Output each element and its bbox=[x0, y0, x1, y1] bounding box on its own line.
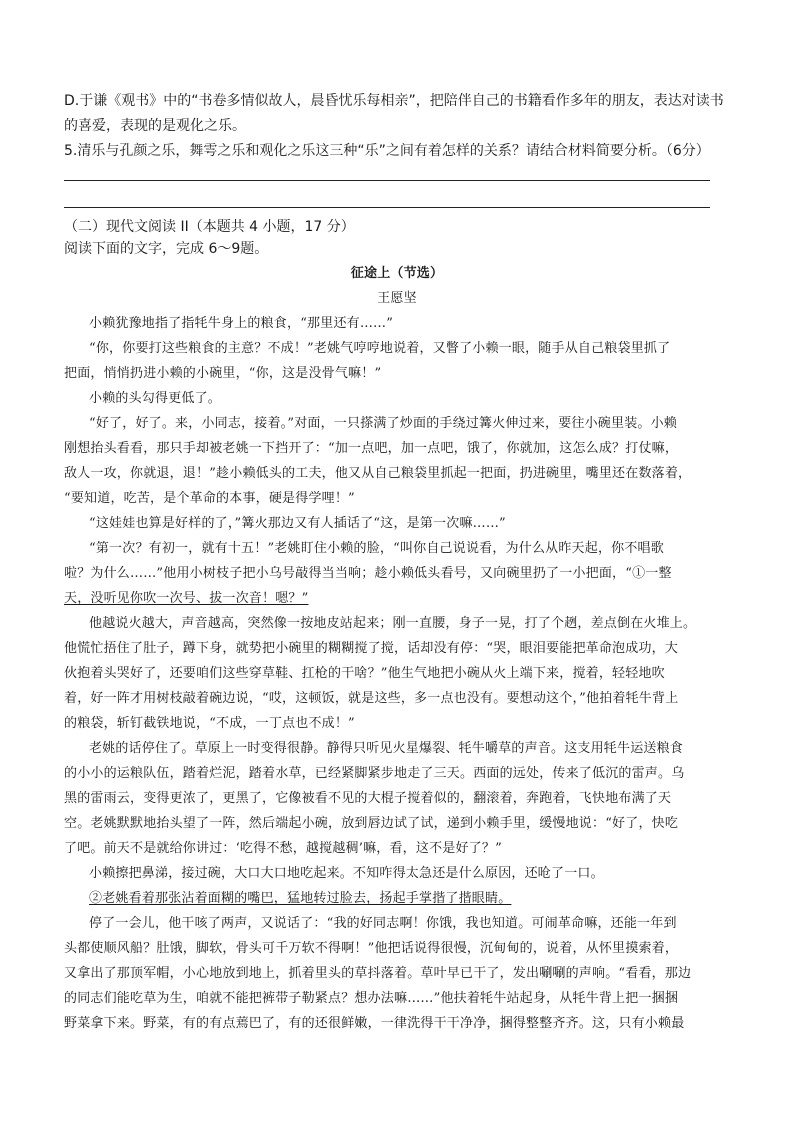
paragraph-line: 了吧。前天不是就给你讲过：‘吃得不愁，越搅越稠’嘛，看，这不是好了？” bbox=[64, 841, 502, 856]
paragraph-line: 的同志们能吃草为生，咱就不能把裤带子勒紧点？想办法嘛……”他扶着牦牛站起身，从牦牛背上把一捆捆 bbox=[64, 991, 679, 1006]
paragraph-line: 野菜拿下来。野菜，有的有点蔫巴了，有的还很鲜嫩，一律洗得干干净净，捆得整整齐齐。这，只有小赖最 bbox=[64, 1016, 685, 1031]
answer-line-1 bbox=[64, 180, 710, 181]
paragraph-line: 刚想抬头看看，那只手却被老姚一下挡开了：“加一点吧，加一点吧，饿了，你就加，这怎么成？打仗嘛， bbox=[64, 441, 679, 456]
section-heading: （二）现代文阅读 II（本题共 4 小题，17 分） bbox=[64, 219, 355, 235]
paragraph-line: 小赖擦把鼻涕，接过碗，大口大口地吃起来。不知咋得太急还是什么原因，还呛了一口。 bbox=[89, 866, 604, 881]
paragraph-line: 的小小的运粮队伍，踏着烂泥，踏着水草，已经紧脚紧步地走了三天。西面的远处，传来了低沉的雷声。乌 bbox=[64, 766, 685, 781]
paragraph-line: 把面，悄悄扔进小赖的小碗里，“你，这是没骨气嘛！” bbox=[64, 366, 382, 381]
paragraph-line: 他越说火越大，声音越高，突然像一按地皮站起来；刚一直腰，身子一晃，打了个趔，差点倒在火堆上。 bbox=[89, 616, 697, 631]
paragraph-line: 敌人一攻，你就退，退！”趁小赖低头的工夫，他又从自己粮袋里抓起一把面，扔进碗里，嘴里还在数落着， bbox=[64, 466, 692, 481]
paragraph-line: 啦？为什么……”他用小树枝子把小乌号敲得当当响；趁小赖低头看号，又向碗里扔了一小把面，“①一整 bbox=[64, 566, 672, 581]
paragraph-line: 停了一会儿，他干咳了两声，又说话了：“我的好同志啊！你饿，我也知道。可闹革命嘛，还能一年到 bbox=[89, 916, 677, 931]
article-author: 王愿坚 bbox=[377, 291, 417, 306]
paragraph-line: 着，好一阵才用树枝敲着碗边说，“哎，这顿饭，就是这些，多一点也没有。要想动这个，”他拍着牦牛背上 bbox=[64, 691, 679, 706]
paragraph-line: “好了，好了。来，小同志，接着。”对面，一只搽满了炒面的手绕过篝火伸过来，要往小碗里装。小赖 bbox=[89, 416, 677, 431]
question-5: 5.清乐与孔颜之乐，舞雩之乐和观化之乐这三种“乐”之间有着怎样的关系？请结合材料简要分析。（6分） bbox=[64, 143, 710, 159]
paragraph-line: 小赖的头勾得更低了。 bbox=[89, 391, 222, 406]
paragraph-line: 的粮袋，斩钉截铁地说，“不成，一丁点也不成！” bbox=[64, 716, 355, 731]
paragraph-line: 头都使顺风船？肚饿，脚软，骨头可千万软不得啊！”他把话说得很慢，沉甸甸的，说着，从怀里摸索着， bbox=[64, 941, 679, 956]
paragraph-line: 他慌忙捂住了肚子，蹲下身，就势把小碗里的糊糊搅了搅，话却没有停：“哭，眼泪要能把革命泡成功，大 bbox=[64, 641, 679, 656]
q4-option-d-line2: 的喜爱，表现的是观化之乐。 bbox=[64, 118, 246, 134]
answer-line-2 bbox=[64, 207, 710, 208]
paragraph-line: 空。老姚默默地抬头望了一阵，然后端起小碗，放到唇边试了试，递到小赖手里，缓慢地说：“好了，快吃 bbox=[64, 816, 679, 831]
paragraph-line: “这娃娃也算是好样的了，”篝火那边又有人插话了“这，是第一次嘛……” bbox=[89, 516, 506, 531]
paragraph-line: 伙抱着头哭好了，还要咱们这些穿草鞋、扛枪的干啥？”他生气地把小碗从火上端下来，搅着，轻轻地吹 bbox=[64, 666, 665, 681]
underlined-sentence-1: 天，没听见你吹一次号、拔一次音！嗯？” bbox=[64, 591, 309, 606]
reading-instruction: 阅读下面的文字，完成 6～9题。 bbox=[64, 241, 269, 257]
q4-option-d-line1: D.于谦《观书》中的“书卷多情似故人，晨昏忧乐每相亲”，把陪伴自己的书籍看作多年的朋友，表达对读书 bbox=[64, 93, 724, 109]
underlined-sentence-2: ②老姚看着那张沾着面糊的嘴巴，猛地转过脸去，扬起手掌揩了揩眼睛。 bbox=[89, 891, 512, 906]
paragraph-line: 小赖犹豫地指了指牦牛身上的粮食，“那里还有……” bbox=[89, 316, 394, 331]
paragraph-line: 又拿出了那顶军帽，小心地放到地上，抓着里头的草抖落着。草叶早已干了，发出唰唰的声响。“看看，那边 bbox=[64, 966, 692, 981]
paragraph-line: 老姚的话停住了。草原上一时变得很静。静得只听见火星爆裂、牦牛嚼草的声音。这支用牦牛运送粮食 bbox=[89, 741, 684, 756]
paragraph-line: 黑的雷雨云，变得更浓了，更黑了，它像被看不见的大棍子搅着似的，翻滚着，奔跑着，飞快地布满了天 bbox=[64, 791, 672, 806]
article-title: 征途上（节选） bbox=[350, 266, 444, 281]
paragraph-line: “你，你要打这些粮食的主意？不成！”老姚气哼哼地说着，又瞥了小赖一眼，随手从自己粮袋里抓了 bbox=[89, 341, 671, 356]
paragraph-line: “第一次？有初一，就有十五！”老姚盯住小赖的脸，“叫你自己说说看，为什么从昨天起，你不唱歌 bbox=[89, 541, 664, 556]
paragraph-line: “要知道，吃苦，是个革命的本事，硬是得学哩！” bbox=[64, 491, 355, 506]
